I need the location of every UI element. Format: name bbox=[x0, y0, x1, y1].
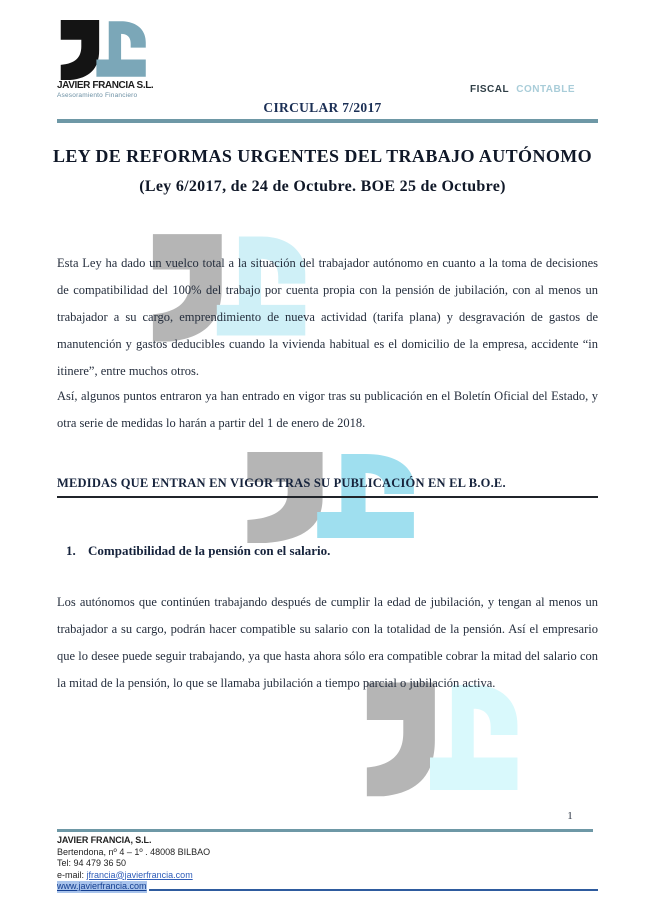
document-title: LEY DE REFORMAS URGENTES DEL TRABAJO AUTÓNOMO bbox=[52, 146, 593, 166]
item-title: Compatibilidad de la pensión con el salario. bbox=[88, 543, 331, 558]
company-logo-icon bbox=[58, 16, 154, 82]
page-number: 1 bbox=[567, 810, 573, 822]
footer-contact-block bbox=[57, 835, 598, 893]
footer-email-line bbox=[57, 870, 598, 882]
email-link[interactable]: jfrancia@javierfrancia.com bbox=[86, 869, 193, 880]
footer-address: Bertendona, nº 4 – 1º . 48008 BILBAO bbox=[57, 846, 211, 857]
website-underline-rule bbox=[149, 889, 598, 891]
department-labels bbox=[470, 84, 598, 95]
paragraph-intro: Esta Ley ha dado un vuelco total a la situación del trabajador autónomo en cuanto a la toma de decisiones de compatibilidad del 100% del trabajo por cuenta propia con la pensión de jubilación, con al menos un trabajador a su cargo, emprendimiento de nueva actividad (tarifa plana) y desgravación de gastos de manutención y gastos deducibles cuando la vivienda habitual es el domicilio de la empresa, accidente “in itinere”, entre muchos otros. bbox=[57, 256, 598, 378]
circular-heading: CIRCULAR 7/2017 bbox=[263, 100, 382, 115]
header-divider bbox=[57, 119, 598, 123]
website-link[interactable]: www.javierfrancia.com bbox=[57, 881, 147, 891]
dept-contable-label: CONTABLE bbox=[516, 84, 576, 95]
footer-divider bbox=[57, 829, 593, 832]
email-label: e-mail: bbox=[57, 869, 87, 880]
paragraph-effective-dates: Así, algunos puntos entraron ya han entrado en vigor tras su publicación en el Boletín Oficial del Estado, y otra serie de medidas lo harán a partir del 1 de enero de 2018. bbox=[57, 389, 598, 430]
dept-fiscal-label: FISCAL bbox=[470, 84, 509, 95]
section-heading-medidas: MEDIDAS QUE ENTRAN EN VIGOR TRAS SU PUBLICACIÓN EN EL B.O.E. bbox=[57, 476, 506, 490]
numbered-item-heading bbox=[66, 543, 598, 559]
footer-website-line bbox=[57, 881, 598, 893]
footer-phone: Tel: 94 479 36 50 bbox=[57, 858, 127, 868]
item-number: 1. bbox=[66, 543, 76, 558]
paragraph-item1-body: Los autónomos que continúen trabajando después de cumplir la edad de jubilación, y tengan al menos un trabajador a su cargo, podrán hacer compatible su salario con la totalidad de la pensión. Así el empresario que lo desee puede seguir trabajando, ya que hasta ahora sólo era compatible cobrar la mitad del salario con la mitad de la pensión, lo que se llamaba jubilación a tiempo parcial o jubilación activa. bbox=[57, 595, 598, 690]
company-name: JAVIER FRANCIA S.L. bbox=[57, 80, 154, 91]
section-divider bbox=[57, 496, 598, 498]
footer-company-name: JAVIER FRANCIA, S.L. bbox=[57, 835, 152, 845]
company-tagline: Asesoramiento Financiero bbox=[57, 92, 138, 99]
document-subtitle: (Ley 6/2017, de 24 de Octubre. BOE 25 de Octubre) bbox=[139, 178, 506, 195]
